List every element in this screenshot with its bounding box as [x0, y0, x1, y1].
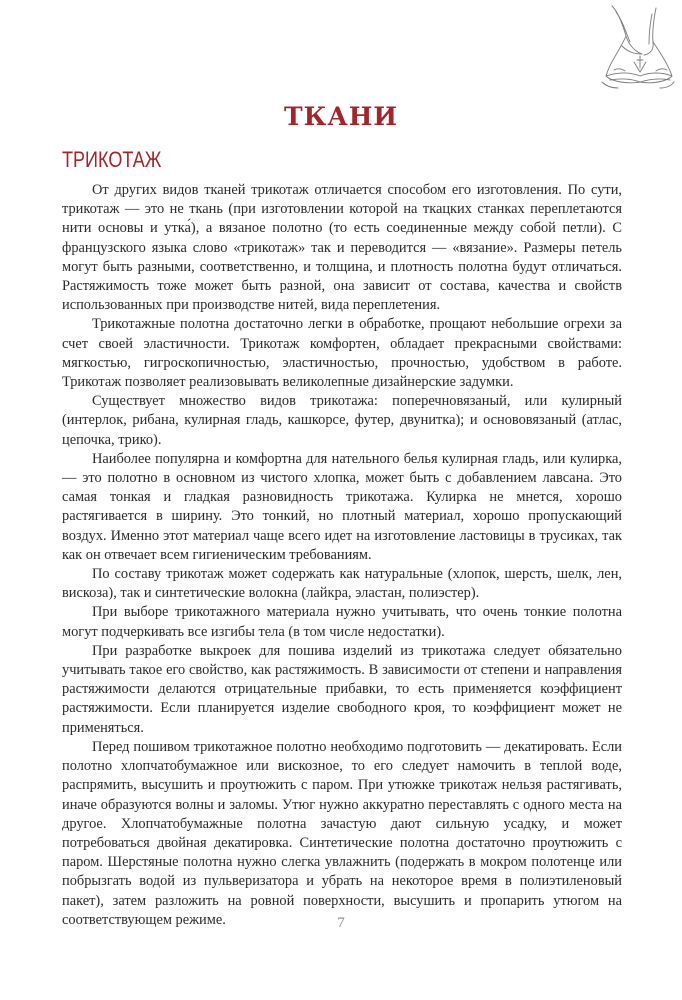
paragraph: Наиболее популярна и комфортна для нательного белья кулирная гладь, или кулирка, — это полотно в основном из чистого хлопка, может быть с добавлением лавсана. Это самая тонкая и гладкая разновидность трикотажа. Кулирка не мнется, хорошо растягивается в ширину. Это тонкий, но плотный материал, хорошо пропускающий воздух. Именно этот материал чаще всего идет на изготовление ластовицы в трусиках, так как он отвечает всем гигиеническим требованиям. — [62, 450, 622, 563]
paragraph: При выборе трикотажного материала нужно учитывать, что очень тонкие полотна могут подчеркивать все изгибы тела (в том числе недостатки). — [62, 604, 622, 640]
paragraph: Существует множество видов трикотажа: поперечновязаный, или кулирный (интерлок, рибана, кулирная гладь, кашкорсе, футер, двунитка); и основовязаный (атлас, цепочка, трико). — [62, 393, 622, 448]
chapter-title: ТКАНИ — [284, 102, 398, 131]
page-number: 7 — [337, 915, 345, 931]
lingerie-sketch-icon — [598, 2, 676, 98]
section-title: ТРИКОТАЖ — [62, 147, 162, 172]
paragraph: По составу трикотаж может содержать как натуральные (хлопок, шерсть, шелк, лен, вискоза), так и синтетические волокна (лайкра, эластан, полиэстер). — [62, 566, 622, 602]
body-text — [62, 181, 622, 930]
paragraph: Трикотажные полотна достаточно легки в обработке, прощают небольшие огрехи за счет своей эластичности. Трикотаж комфортен, обладает прекрасными свойствами: мягкостью, гигроскопичностью, эластичностью, прочностью, удобством в работе. Трикотаж позволяет реализовывать великолепные дизайнерские задумки. — [62, 316, 622, 391]
paragraph: При разработке выкроек для пошива изделий из трикотажа следует обязательно учитывать такое его свойство, как растяжимость. В зависимости от степени и направления растяжимости делаются отрицательные прибавки, то есть применяется коэффициент растяжимости. Если планируется изделие свободного кроя, то коэффициент может не применяться. — [62, 642, 622, 736]
paragraph: Перед пошивом трикотажное полотно необходимо подготовить — декатировать. Если полотно хлопчатобумажное или вискозное, то его следует намочить в теплой воде, распрямить, высушить и проутюжить с паром. При утюжке трикотаж нельзя растягивать, иначе образуются волны и заломы. Утюг нужно аккуратно переставлять с одного места на другое. Хлопчатобумажные полотна зачастую дают сильную усадку, и может потребоваться двойная декатировка. Синтетические полотна достаточно проутюжить с паром. Шерстяные полотна нужно слегка увлажнить (подержать в мокром полотенце или побрызгать водой из пульверизатора и убрать на некоторое время в полиэтиленовый пакет), затем разложить на ровной поверхности, высушить и пропарить утюгом на соответствующем режиме. — [62, 738, 622, 928]
paragraph: От других видов тканей трикотаж отличается способом его изготовления. По сути, трикотаж — это не ткань (при изготовлении которой на ткацких станках переплетаются нити основы и утка́), а вязаное полотно (то есть соединенные между собой петли). С французского языка слово «трикотаж» так и переводится — «вязание». Размеры петель могут быть разными, соответственно, и толщина, и плотность полотна будут отличаться. Растяжимость тоже может быть разной, она зависит от состава, качества и свойств использованных при производстве нитей, вида переплетения. — [62, 182, 622, 314]
